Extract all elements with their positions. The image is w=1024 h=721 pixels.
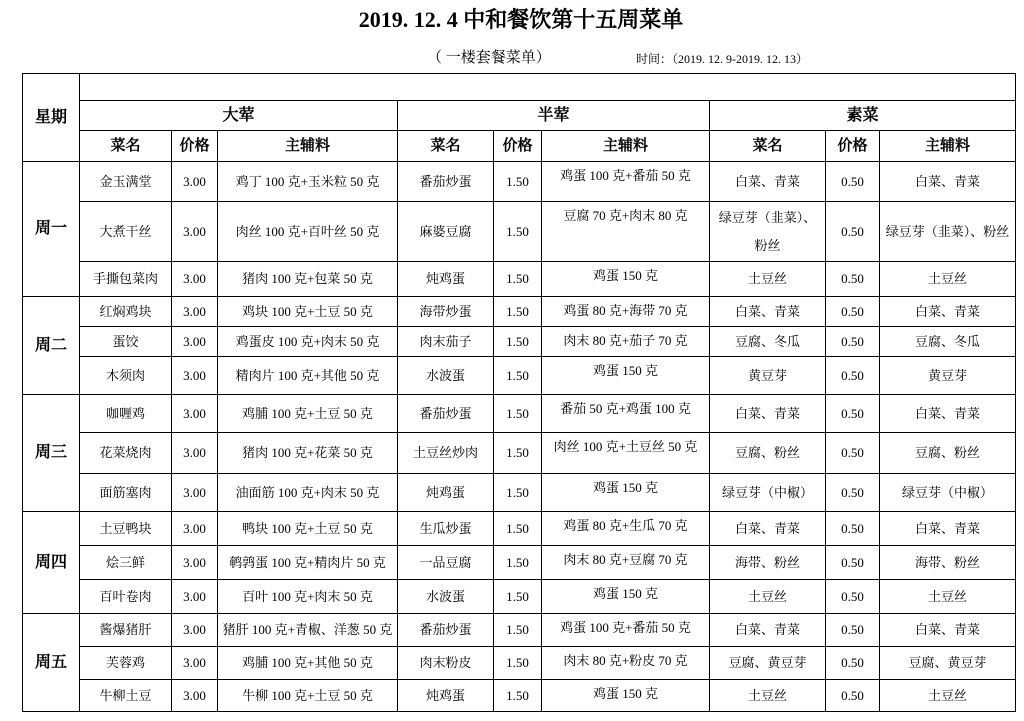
half-meat-dish-name-cell: 番茄炒蛋 [398,614,494,647]
group-header-meat: 大荤 [80,101,398,131]
vegetable-price-cell: 0.50 [826,262,880,297]
column-header-ingredients: 主辅料 [880,131,1016,162]
vegetable-price-cell: 0.50 [826,433,880,474]
vegetable-dish-name-cell: 豆腐、黄豆芽 [710,647,826,680]
meat-price-cell: 3.00 [172,433,218,474]
vegetable-ingredients-cell: 绿豆芽（韭菜）、粉丝 [880,202,1016,262]
date-range: 时间：（2019. 12. 9-2019. 12. 13） [636,52,808,66]
vegetable-price-cell: 0.50 [826,546,880,580]
vegetable-dish-name-cell: 豆腐、粉丝 [710,433,826,474]
half-meat-dish-name-cell: 炖鸡蛋 [398,474,494,512]
meat-price-cell: 3.00 [172,580,218,614]
half-meat-price-cell: 1.50 [494,262,542,297]
column-header-ingredients: 主辅料 [542,131,710,162]
vegetable-price-cell: 0.50 [826,512,880,546]
vegetable-dish-name-cell: 白菜、青菜 [710,297,826,327]
half-meat-ingredients-cell: 肉末 80 克+粉皮 70 克 [542,647,710,680]
column-header-ingredients: 主辅料 [218,131,398,162]
half-meat-price-cell: 1.50 [494,512,542,546]
vegetable-ingredients-cell: 土豆丝 [880,680,1016,712]
meat-dish-name-cell: 酱爆猪肝 [80,614,172,647]
group-header-vegetable: 素菜 [710,101,1016,131]
day-label: 周二 [23,297,80,395]
meat-price-cell: 3.00 [172,202,218,262]
vegetable-dish-name-cell: 绿豆芽（韭菜）、粉丝 [710,202,826,262]
half-meat-ingredients-cell: 鸡蛋 150 克 [542,474,710,512]
half-meat-ingredients-cell: 番茄 50 克+鸡蛋 100 克 [542,395,710,433]
meat-price-cell: 3.00 [172,357,218,395]
half-meat-ingredients-cell: 肉末 80 克+豆腐 70 克 [542,546,710,580]
menu-table [22,73,1016,712]
half-meat-price-cell: 1.50 [494,297,542,327]
meat-dish-name-cell: 手撕包菜肉 [80,262,172,297]
vegetable-dish-name-cell: 白菜、青菜 [710,512,826,546]
meat-ingredients-cell: 鸡块 100 克+土豆 50 克 [218,297,398,327]
vegetable-price-cell: 0.50 [826,162,880,202]
meat-price-cell: 3.00 [172,614,218,647]
half-meat-ingredients-cell: 鸡蛋 100 克+番茄 50 克 [542,162,710,202]
meat-dish-name-cell: 蛋饺 [80,327,172,357]
vegetable-price-cell: 0.50 [826,202,880,262]
half-meat-ingredients-cell: 鸡蛋 80 克+生瓜 70 克 [542,512,710,546]
vegetable-price-cell: 0.50 [826,474,880,512]
group-header-half-meat: 半荤 [398,101,710,131]
meat-dish-name-cell: 木须肉 [80,357,172,395]
half-meat-dish-name-cell: 肉末粉皮 [398,647,494,680]
vegetable-dish-name-cell: 白菜、青菜 [710,614,826,647]
half-meat-dish-name-cell: 番茄炒蛋 [398,395,494,433]
vegetable-ingredients-cell: 白菜、青菜 [880,162,1016,202]
half-meat-dish-name-cell: 炖鸡蛋 [398,262,494,297]
half-meat-ingredients-cell: 鸡蛋 150 克 [542,357,710,395]
meat-ingredients-cell: 鸡蛋皮 100 克+肉末 50 克 [218,327,398,357]
meat-dish-name-cell: 花菜烧肉 [80,433,172,474]
half-meat-price-cell: 1.50 [494,474,542,512]
meat-dish-name-cell: 面筋塞肉 [80,474,172,512]
page-title: 2019. 12. 4 中和餐饮第十五周菜单 [358,7,684,32]
meat-dish-name-cell: 烩三鲜 [80,546,172,580]
vegetable-ingredients-cell: 豆腐、黄豆芽 [880,647,1016,680]
meat-dish-name-cell: 咖喱鸡 [80,395,172,433]
vegetable-dish-name-cell: 黄豆芽 [710,357,826,395]
half-meat-ingredients-cell: 豆腐 70 克+肉末 80 克 [542,202,710,262]
day-label: 周一 [23,162,80,297]
meat-dish-name-cell: 牛柳土豆 [80,680,172,712]
meat-ingredients-cell: 鸡脯 100 克+土豆 50 克 [218,395,398,433]
half-meat-dish-name-cell: 肉末茄子 [398,327,494,357]
meat-price-cell: 3.00 [172,680,218,712]
half-meat-dish-name-cell: 番茄炒蛋 [398,162,494,202]
half-meat-dish-name-cell: 一品豆腐 [398,546,494,580]
meat-ingredients-cell: 肉丝 100 克+百叶丝 50 克 [218,202,398,262]
vegetable-ingredients-cell: 绿豆芽（中椒） [880,474,1016,512]
meat-ingredients-cell: 猪肉 100 克+花菜 50 克 [218,433,398,474]
column-header-dish-name: 菜名 [398,131,494,162]
vegetable-price-cell: 0.50 [826,327,880,357]
half-meat-ingredients-cell: 鸡蛋 150 克 [542,262,710,297]
menu-subtitle: （ 一楼套餐菜单） [427,50,551,66]
vegetable-ingredients-cell: 白菜、青菜 [880,297,1016,327]
meat-dish-name-cell: 芙蓉鸡 [80,647,172,680]
half-meat-dish-name-cell: 水波蛋 [398,357,494,395]
meat-ingredients-cell: 精肉片 100 克+其他 50 克 [218,357,398,395]
meat-ingredients-cell: 鸭块 100 克+土豆 50 克 [218,512,398,546]
meat-dish-name-cell: 红焖鸡块 [80,297,172,327]
column-header-price: 价格 [172,131,218,162]
meat-ingredients-cell: 百叶 100 克+肉末 50 克 [218,580,398,614]
meat-price-cell: 3.00 [172,162,218,202]
half-meat-ingredients-cell: 鸡蛋 100 克+番茄 50 克 [542,614,710,647]
meat-price-cell: 3.00 [172,512,218,546]
half-meat-price-cell: 1.50 [494,357,542,395]
vegetable-ingredients-cell: 土豆丝 [880,262,1016,297]
meat-ingredients-cell: 鸡丁 100 克+玉米粒 50 克 [218,162,398,202]
day-label: 周四 [23,512,80,614]
half-meat-dish-name-cell: 水波蛋 [398,580,494,614]
meat-dish-name-cell: 大煮干丝 [80,202,172,262]
vegetable-ingredients-cell: 海带、粉丝 [880,546,1016,580]
half-meat-dish-name-cell: 麻婆豆腐 [398,202,494,262]
vegetable-ingredients-cell: 土豆丝 [880,580,1016,614]
half-meat-ingredients-cell: 鸡蛋 150 克 [542,580,710,614]
meat-dish-name-cell: 百叶卷肉 [80,580,172,614]
half-meat-ingredients-cell: 鸡蛋 80 克+海带 70 克 [542,297,710,327]
meat-price-cell: 3.00 [172,297,218,327]
meat-ingredients-cell: 鹌鹑蛋 100 克+精肉片 50 克 [218,546,398,580]
day-label: 周五 [23,614,80,712]
vegetable-price-cell: 0.50 [826,680,880,712]
half-meat-dish-name-cell: 生瓜炒蛋 [398,512,494,546]
meat-ingredients-cell: 猪肉 100 克+包菜 50 克 [218,262,398,297]
meat-price-cell: 3.00 [172,546,218,580]
half-meat-dish-name-cell: 海带炒蛋 [398,297,494,327]
vegetable-ingredients-cell: 白菜、青菜 [880,395,1016,433]
half-meat-ingredients-cell: 肉丝 100 克+土豆丝 50 克 [542,433,710,474]
vegetable-dish-name-cell: 土豆丝 [710,580,826,614]
vegetable-ingredients-cell: 白菜、青菜 [880,512,1016,546]
column-header-dish-name: 菜名 [80,131,172,162]
column-header-price: 价格 [826,131,880,162]
vegetable-price-cell: 0.50 [826,614,880,647]
meat-dish-name-cell: 金玉满堂 [80,162,172,202]
half-meat-price-cell: 1.50 [494,327,542,357]
vegetable-ingredients-cell: 白菜、青菜 [880,614,1016,647]
half-meat-price-cell: 1.50 [494,647,542,680]
half-meat-price-cell: 1.50 [494,580,542,614]
vegetable-ingredients-cell: 黄豆芽 [880,357,1016,395]
vegetable-price-cell: 0.50 [826,357,880,395]
half-meat-ingredients-cell: 鸡蛋 150 克 [542,680,710,712]
half-meat-price-cell: 1.50 [494,680,542,712]
vegetable-ingredients-cell: 豆腐、冬瓜 [880,327,1016,357]
meat-price-cell: 3.00 [172,395,218,433]
half-meat-price-cell: 1.50 [494,614,542,647]
vegetable-price-cell: 0.50 [826,297,880,327]
day-label: 周三 [23,395,80,512]
vegetable-dish-name-cell: 白菜、青菜 [710,395,826,433]
meat-dish-name-cell: 土豆鸭块 [80,512,172,546]
half-meat-price-cell: 1.50 [494,433,542,474]
half-meat-price-cell: 1.50 [494,546,542,580]
weekday-header: 星期 [23,74,80,162]
column-header-dish-name: 菜名 [710,131,826,162]
vegetable-ingredients-cell: 豆腐、粉丝 [880,433,1016,474]
half-meat-price-cell: 1.50 [494,202,542,262]
meat-price-cell: 3.00 [172,262,218,297]
vegetable-dish-name-cell: 白菜、青菜 [710,162,826,202]
vegetable-dish-name-cell: 绿豆芽（中椒） [710,474,826,512]
meat-ingredients-cell: 猪肝 100 克+青椒、洋葱 50 克 [218,614,398,647]
vegetable-dish-name-cell: 豆腐、冬瓜 [710,327,826,357]
meat-price-cell: 3.00 [172,647,218,680]
vegetable-price-cell: 0.50 [826,580,880,614]
half-meat-price-cell: 1.50 [494,395,542,433]
half-meat-dish-name-cell: 土豆丝炒肉 [398,433,494,474]
half-meat-ingredients-cell: 肉末 80 克+茄子 70 克 [542,327,710,357]
meat-ingredients-cell: 油面筋 100 克+肉末 50 克 [218,474,398,512]
half-meat-price-cell: 1.50 [494,162,542,202]
vegetable-price-cell: 0.50 [826,647,880,680]
vegetable-dish-name-cell: 海带、粉丝 [710,546,826,580]
vegetable-dish-name-cell: 土豆丝 [710,680,826,712]
vegetable-dish-name-cell: 土豆丝 [710,262,826,297]
meat-ingredients-cell: 牛柳 100 克+土豆 50 克 [218,680,398,712]
blank-header-row [80,74,1016,101]
half-meat-dish-name-cell: 炖鸡蛋 [398,680,494,712]
meat-price-cell: 3.00 [172,327,218,357]
meat-ingredients-cell: 鸡脯 100 克+其他 50 克 [218,647,398,680]
column-header-price: 价格 [494,131,542,162]
vegetable-price-cell: 0.50 [826,395,880,433]
meat-price-cell: 3.00 [172,474,218,512]
